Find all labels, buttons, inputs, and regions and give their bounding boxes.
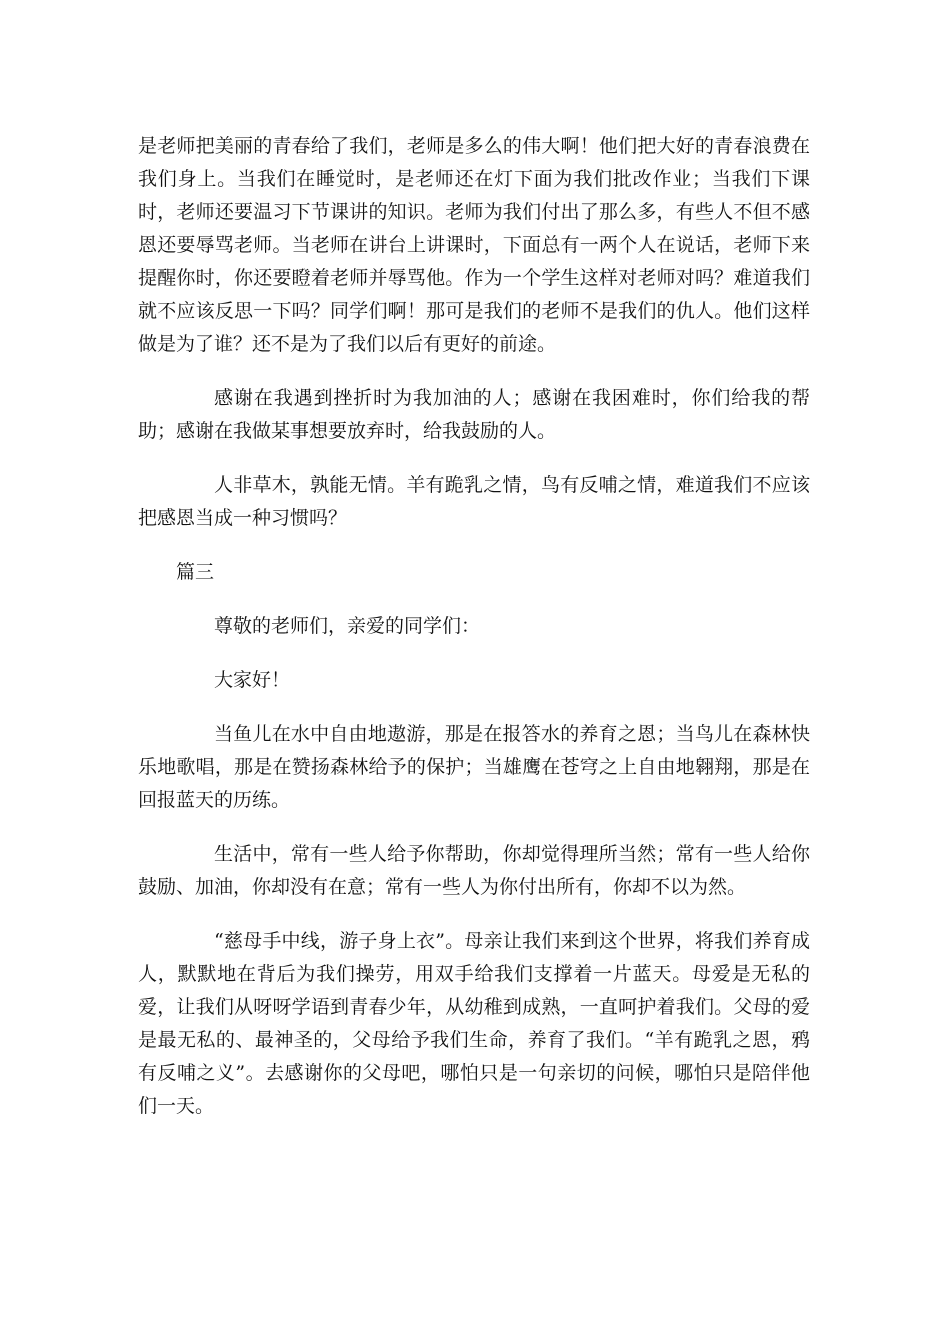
paragraph-fish-birds-eagle: 当鱼儿在水中自由地遨游，那是在报答水的养育之恩；当鸟儿在森林快乐地歌唱，那是在赞扬森林给予的保护；当雄鹰在苍穹之上自由地翱翔，那是在回报蓝天的历练。 bbox=[138, 723, 810, 811]
speech-salutation: 尊敬的老师们，亲爱的同学们： bbox=[214, 615, 481, 637]
document-body bbox=[138, 130, 810, 1144]
section-heading-part-three: 篇三 bbox=[176, 561, 215, 583]
paragraph-gratitude-habit: 人非草木，孰能无情。羊有跪乳之情，鸟有反哺之情，难道我们不应该把感恩当成一种习惯吗？ bbox=[138, 474, 810, 529]
paragraph-thanks-helpers: 感谢在我遇到挫折时为我加油的人；感谢在我困难时，你们给我的帮助；感谢在我做某事想要放弃时，给我鼓励的人。 bbox=[138, 387, 810, 442]
speech-greeting: 大家好！ bbox=[214, 669, 291, 691]
paragraph-daily-life: 生活中，常有一些人给予你帮助，你却觉得理所当然；常有一些人给你鼓励、加油，你却没有在意；常有一些人为你付出所有，你却不以为然。 bbox=[138, 843, 810, 898]
paragraph-parents-love: “慈母手中线，游子身上衣”。母亲让我们来到这个世界，将我们养育成人，默默地在背后为我们操劳，用双手给我们支撑着一片蓝天。母爱是无私的爱，让我们从呀呀学语到青春少年，从幼稚到成熟，一直呵护着我们。父母的爱是最无私的、最神圣的，父母给予我们生命，养育了我们。“羊有跪乳之恩，鸦有反哺之义”。去感谢你的父母吧，哪怕只是一句亲切的问候，哪怕只是陪伴他们一天。 bbox=[138, 930, 810, 1117]
paragraph-teachers-dedication: 是老师把美丽的青春给了我们，老师是多么的伟大啊！他们把大好的青春浪费在我们身上。当我们在睡觉时，是老师还在灯下面为我们批改作业；当我们下课时，老师还要温习下节课讲的知识。老师为我们付出了那么多，有些人不但不感恩还要辱骂老师。当老师在讲台上讲课时，下面总有一两个人在说话，老师下来提醒你时，你还要瞪着老师并辱骂他。作为一个学生这样对老师对吗？难道我们就不应该反思一下吗？同学们啊！那可是我们的老师不是我们的仇人。他们这样做是为了谁？还不是为了我们以后有更好的前途。 bbox=[138, 135, 810, 355]
